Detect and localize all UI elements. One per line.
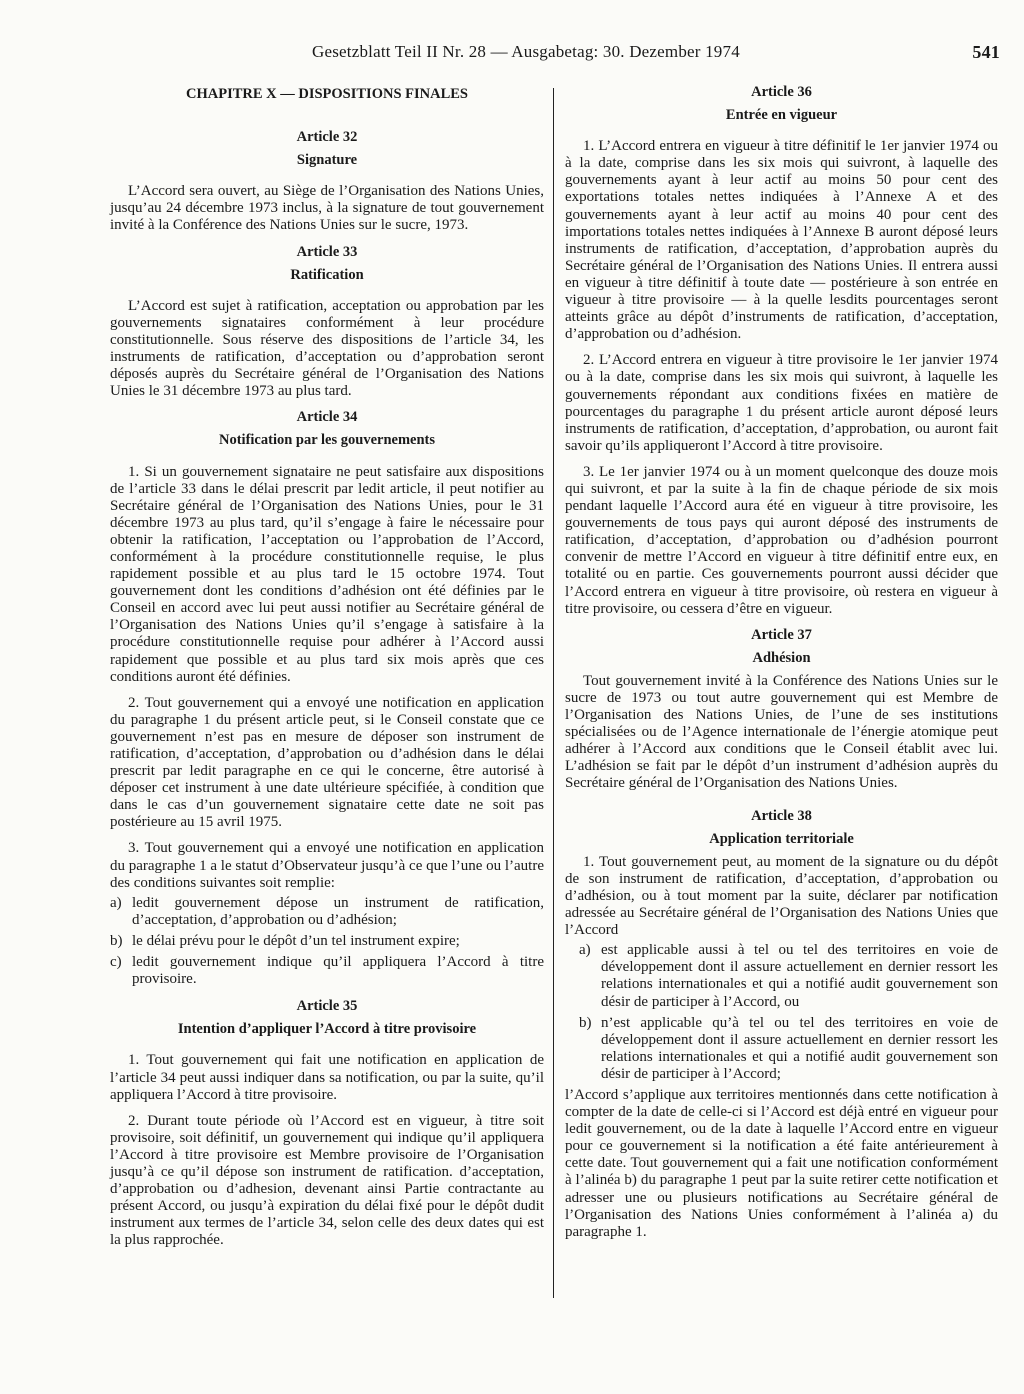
running-title: Gesetzblatt Teil II Nr. 28 — Ausgabetag: 30. Dezember 1974 xyxy=(312,42,740,61)
article-36-title: Entrée en vigueur xyxy=(725,107,838,124)
article-32-paragraph: L’Accord sera ouvert, au Siège de l’Organisation des Nations Unies, jusqu’au 24 décembre 1973 inclus, à la signature de tout gouvernement invité à la Conférence des Nations Unies sur le sucre, 1973. xyxy=(110,183,544,234)
article-36-paragraph-2: 2. L’Accord entrera en vigueur à titre provisoire le 1er janvier 1974 ou à la date, comprise dans les six mois qui suivront, à laquelle les gouvernements répondant aux conditions fixées en matière de pourcentages du paragraphe 1 du présent article auront déposé leurs instruments de ratification, d’acceptation, d’approbation, ou auront fait savoir qu’ils appliqueront l’Accord à titre provisoire. xyxy=(565,352,998,454)
article-36-paragraph-3: 3. Le 1er janvier 1974 ou à un moment quelconque des douze mois qui suivront, et par la suite à la fin de chaque période de six mois pendant laquelle l’Accord aura été en vigueur à titre provisoire, les gouvernements de tous pays qui auront déposé des instruments de ratification, d’acceptation, d’approbation ou d’adhésion pourront convenir de mettre l’Accord en vigueur à titre définitif entre eux, en totalité ou en partie. Ces gouvernements pourront aussi décider que l’Accord entrera en vigueur à titre provisoire, où restera en vigueur à titre provisoire, ou cessera d’être en vigueur. xyxy=(565,463,998,617)
article-36-number: Article 36 xyxy=(751,84,812,100)
list-item-label: b) xyxy=(579,1014,592,1031)
article-37-number: Article 37 xyxy=(751,626,812,643)
article-38-title: Application territoriale xyxy=(709,830,854,847)
list-item-text: n’est applicable qu’à tel ou tel des territoires en voie de développement dont il assure actuellement en dernier ressort les relations internationales et qui a notifié audit gouvernement son désir de participer à l’Accord; xyxy=(601,1014,998,1082)
list-item-label: b) xyxy=(110,932,123,949)
article-33-number: Article 33 xyxy=(296,243,358,260)
article-33-paragraph: L’Accord est sujet à ratification, acceptation ou approbation par les gouvernements signataires conformément à leur procédure constitutionnelle. Sous réserve des dispositions de l’article 34, les instruments de ratification, d’acceptation ou d’approbation seront déposés auprès du Secrétaire général de l’Organisation des Nations Unies le 31 décembre 1973 au plus tard. xyxy=(110,297,544,400)
column-divider xyxy=(553,88,554,1298)
page-header xyxy=(280,38,1000,70)
right-column xyxy=(565,84,998,1250)
article-38-paragraph-2: l’Accord s’applique aux territoires mentionnés dans cette notification à compter de la date de celle-ci si l’Accord est déjà entré en vigueur pour ledit gouvernement, ou de la date à laquelle l’Accord entre en vigueur pour ce gouvernement si la notification a été faite antérieurement à cette date. Tout gouvernement qui a fait une notification conformément à l’alinéa b) du paragraphe 1 peut par la suite retirer cette notification et adresser une ou plusieurs notifications au Secrétaire général de l’Organisation des Nations Unies conformément à l’alinéa a) du paragraphe 1. xyxy=(565,1086,998,1240)
list-item xyxy=(565,942,998,1010)
list-item-text: ledit gouvernement indique qu’il appliquera l’Accord à titre provisoire. xyxy=(132,954,544,988)
article-32-title: Signature xyxy=(296,152,358,169)
list-item xyxy=(110,954,544,988)
list-item-text: est applicable aussi à tel ou tel des territoires en voie de développement dont il assure actuellement en dernier ressort les relations internationales et qui a notifié audit gouvernement son désir de participer à l’Accord, ou xyxy=(601,942,998,1010)
article-34-paragraph-2: 2. Tout gouvernement qui a envoyé une notification en application du paragraphe 1 du présent article peut, si le Conseil constate que ce gouvernement n’est pas en mesure de déposer son instrument de ratification, d’acceptation, d’approbation ou d’adhésion dans le délai prescrit par ledit paragraphe en ce qui le concerne, être autorisé à déposer cet instrument à une date ultérieure spécifiée, à condition que dans le cas d’un gouvernement signataire cette date ne soit pas postérieure au 15 avril 1975. xyxy=(110,694,544,831)
article-35-paragraph-1: 1. Tout gouvernement qui fait une notification en application de l’article 34 peut aussi indiquer dans sa notification, ou par la suite, qu’il appliquera l’Accord à titre provisoire. xyxy=(110,1052,544,1103)
article-34-paragraph-3: 3. Tout gouvernement qui a envoyé une notification en application du paragraphe 1 a le statut d’Observateur jusqu’à ce que l’une ou l’autre des conditions suivantes soit remplie: xyxy=(110,840,544,891)
article-35-number: Article 35 xyxy=(296,998,358,1015)
left-column xyxy=(110,84,544,1258)
article-34-title: Notification par les gouvernements xyxy=(219,432,435,449)
article-37-paragraph: Tout gouvernement invité à la Conférence des Nations Unies sur le sucre de 1973 ou tout autre gouvernement qui est Membre de l’Organisation des Nations Unies, de l’une de ses institutions spécialisées ou de l’Agence internationale de l’énergie atomique peut adhérer à l’Accord aux conditions que le Conseil établit avec lui. L’adhésion se fait par le dépôt d’un instrument d’adhésion auprès du Secrétaire général de l’Organisation des Nations Unies. xyxy=(565,672,998,792)
article-34-paragraph-1: 1. Si un gouvernement signataire ne peut satisfaire aux dispositions de l’article 33 dans le délai prescrit par ledit article, il peut notifier au Secrétaire général de l’Organisation des Nations Unies, pour le 31 décembre 1973 au plus tard, qu’il s’engage à faire le nécessaire pour obtenir la ratification, l’acceptation ou l’approbation de l’Accord, conformément à la procédure constitutionnelle requise, le plus rapidement possible et au plus tard le 15 octobre 1974. Tout gouvernement dont les conditions d’adhésion ont été définies par le Conseil en accord avec lui peut aussi notifier au Secrétaire général de l’Organisation des Nations Unies qu’il s’engage à satisfaire à la procédure constitutionnelle requise pour adhérer à l’Accord aussi rapidement que possible et au plus tard six mois après que ces conditions auront été définies. xyxy=(110,463,544,685)
article-38-paragraph-1: 1. Tout gouvernement peut, au moment de la signature ou du dépôt de son instrument de ratification, d’acceptation, d’approbation ou d’adhésion, ou à tout moment par la suite, déclarer par notification adressée au Secrétaire général de l’Organisation des Nations Unies que l’Accord xyxy=(565,853,998,939)
chapter-heading: CHAPITRE X — DISPOSITIONS FINALES xyxy=(185,86,468,102)
list-item-text: ledit gouvernement dépose un instrument de ratification, d’acceptation, d’approbation ou d’adhésion; xyxy=(132,894,544,928)
article-32-number: Article 32 xyxy=(296,129,358,146)
list-item xyxy=(110,895,544,929)
list-item-text: le délai prévu pour le dépôt d’un tel instrument expire; xyxy=(132,932,460,949)
article-34-number: Article 34 xyxy=(296,409,358,426)
list-item xyxy=(565,1015,998,1083)
article-35-title: Intention d’appliquer l’Accord à titre provisoire xyxy=(177,1021,477,1038)
article-35-paragraph-2: 2. Durant toute période où l’Accord est en vigueur, à titre soit provisoire, soit définitif, un gouvernement qui indique qu’il appliquera l’Accord à titre provisoire est Membre provisoire de l’Organisation jusqu’à ce qu’il dépose son instrument de ratification. d’acceptation, d’approbation ou d’adhesion, devenant ainsi Partie contractante au présent Accord, ou jusqu’à expiration du délai fixé pour le dépôt dudit instrument aux termes de l’article 34, selon celle des deux dates qui est la plus rapprochée. xyxy=(110,1112,544,1249)
list-item xyxy=(110,933,544,950)
article-37-title: Adhésion xyxy=(752,649,811,666)
list-item-label: c) xyxy=(110,954,122,971)
list-item-label: a) xyxy=(579,942,591,959)
page-number: 541 xyxy=(972,42,1000,62)
article-36-paragraph-1: 1. L’Accord entrera en vigueur à titre définitif le 1er janvier 1974 ou à la date, comprise dans les six mois qui suivront, à laquelle des gouvernements ayant à leur actif au moins 50 pour cent des exportations totales nettes indiquées à l’Annexe A et des gouvernements ayant à leur actif au moins 40 pour cent des importations totales nettes indiquées à l’Annexe B auront déposé leurs instruments de ratification, d’acceptation, d’approbation auprès du Secrétaire général de l’Organisation des Nations Unies. Il entrera aussi en vigueur à titre définitif à toute date — postérieure à son entrée en vigueur à titre provisoire — à la quelle lesdits pourcentages seront atteints grâce au dépôt d’instruments de ratification, d’acceptation, d’approbation ou d’adhésion. xyxy=(565,138,998,343)
article-33-title: Ratification xyxy=(290,266,364,283)
article-38-number: Article 38 xyxy=(751,807,812,824)
list-item-label: a) xyxy=(110,894,122,911)
